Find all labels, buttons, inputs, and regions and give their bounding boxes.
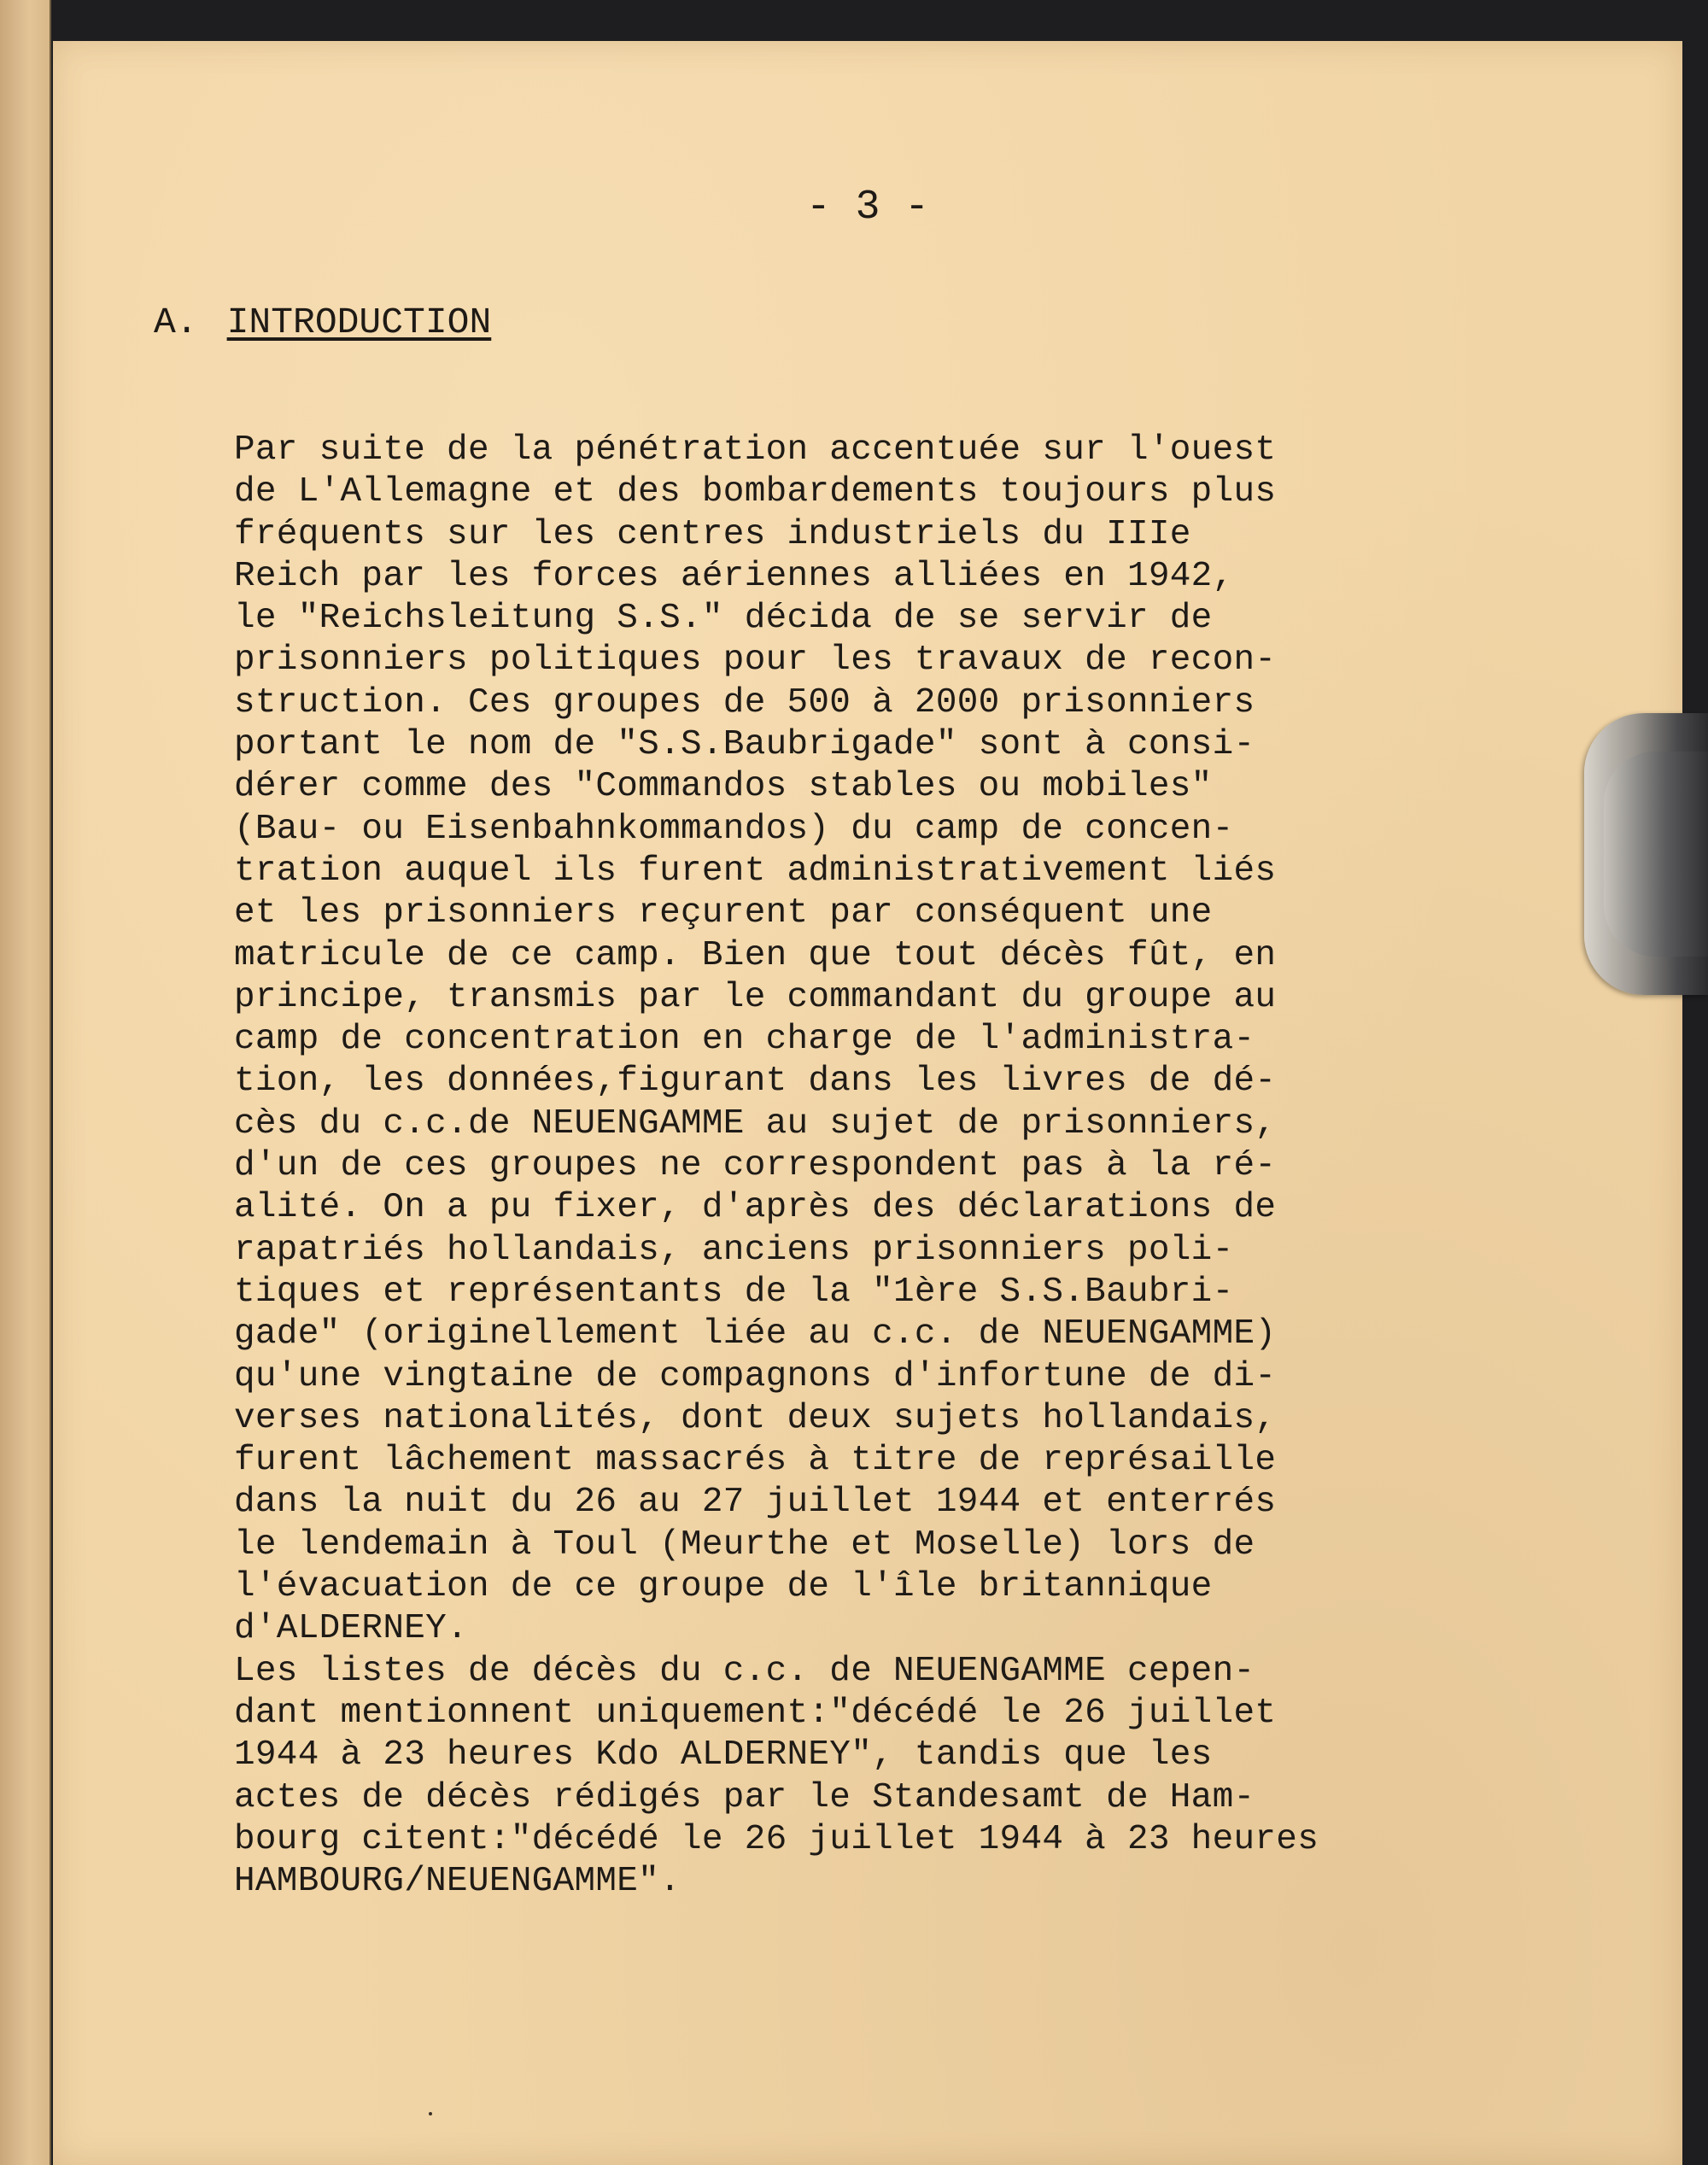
text-line: (Bau- ou Eisenbahnkommandos) du camp de concen- [234, 809, 1234, 849]
text-line: et les prisonniers reçurent par conséquent une [234, 893, 1213, 933]
text-line: fréquents sur les centres industriels du IIIe [234, 514, 1191, 554]
text-line: struction. Ces groupes de 500 à 2000 prisonniers [234, 682, 1255, 723]
text-line: d'ALDERNEY. [234, 1609, 468, 1649]
body-text [234, 430, 1643, 1903]
adjacent-page-edge [0, 0, 51, 2165]
text-line: l'évacuation de ce groupe de l'île britannique [234, 1567, 1213, 1607]
text-line: dans la nuit du 26 au 27 juillet 1944 et enterrés [234, 1483, 1277, 1523]
text-line: prisonniers politiques pour les travaux de recon- [234, 641, 1277, 681]
text-line: furent lâchement massacrés à titre de représaille [234, 1441, 1277, 1481]
document-page [53, 41, 1682, 2165]
section-letter: A. [154, 301, 198, 343]
text-line: camp de concentration en charge de l'administra- [234, 1020, 1255, 1060]
text-line: verses nationalités, dont deux sujets hollandais, [234, 1398, 1277, 1438]
section-title: INTRODUCTION [226, 301, 492, 343]
text-line: bourg citent:"décédé le 26 juillet 1944 à 23 heures [234, 1819, 1319, 1859]
text-line: rapatriés hollandais, anciens prisonniers poli- [234, 1230, 1234, 1270]
ink-speck [429, 2112, 432, 2115]
text-line: gade" (originellement liée au c.c. de NEUENGAMME) [234, 1314, 1277, 1355]
text-line: le "Reichsleitung S.S." décida de se servir de [234, 599, 1213, 639]
text-line: tion, les données,figurant dans les livres de dé- [234, 1062, 1277, 1102]
text-line: tiques et représentants de la "1ère S.S.Baubri- [234, 1272, 1234, 1312]
text-line: tration auquel ils furent administrativement liés [234, 851, 1277, 891]
text-line: de L'Allemagne et des bombardements toujours plus [234, 472, 1277, 512]
text-line: Reich par les forces aériennes alliées en 1942, [234, 556, 1234, 596]
text-line: HAMBOURG/NEUENGAMME". [234, 1862, 681, 1902]
text-line: Les listes de décès du c.c. de NEUENGAMME cepen- [234, 1651, 1255, 1691]
text-line: dérer comme des "Commandos stables ou mobiles" [234, 767, 1213, 807]
text-line: d'un de ces groupes ne correspondent pas à la ré- [234, 1146, 1277, 1186]
text-line: portant le nom de "S.S.Baubrigade" sont à consi- [234, 725, 1255, 765]
text-line: cès du c.c.de NEUENGAMME au sujet de prisonniers, [234, 1103, 1277, 1144]
text-line: qu'une vingtaine de compagnons d'infortune de di- [234, 1356, 1277, 1396]
text-line: le lendemain à Toul (Meurthe et Moselle) lors de [234, 1524, 1255, 1565]
text-line: 1944 à 23 heures Kdo ALDERNEY", tandis que les [234, 1735, 1213, 1776]
text-line: dant mentionnent uniquement:"décédé le 26 juillet [234, 1693, 1277, 1733]
text-line: Par suite de la pénétration accentuée sur l'ouest [234, 430, 1277, 470]
text-line: principe, transmis par le commandant du groupe au [234, 977, 1277, 1017]
text-line: matricule de ce camp. Bien que tout décès fût, en [234, 935, 1277, 975]
text-line: alité. On a pu fixer, d'après des déclarations de [234, 1188, 1277, 1228]
binder-clip-inner [1604, 752, 1708, 957]
page-number: - 3 - [805, 184, 930, 231]
text-line: actes de décès rédigés par le Standesamt de Ham- [234, 1777, 1255, 1817]
section-heading [154, 301, 491, 343]
